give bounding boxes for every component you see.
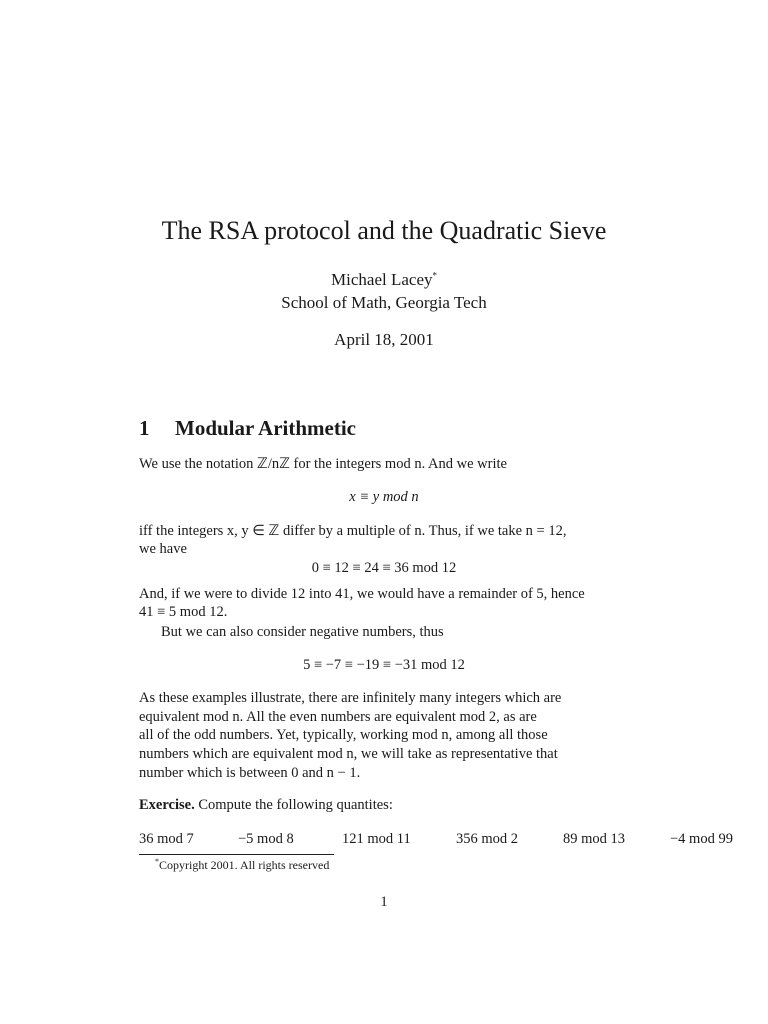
paragraph-negative: But we can also consider negative numbers, thus [161,624,444,640]
section-heading [139,416,356,441]
equation-congruence: x ≡ y mod n [349,489,419,505]
paragraph-examples-line2: equivalent mod n. All the even numbers are equivalent mod 2, as are [139,709,537,725]
exercise-label: Exercise. [139,797,195,813]
paragraph-definition-line2: we have [139,541,187,557]
exercise-item-4: 356 mod 2 [456,831,519,847]
exercise-text: Compute the following quantites: [198,797,393,813]
footnote-text: Copyright 2001. All rights reserved [159,858,330,872]
page-number: 1 [380,894,388,910]
paragraph-examples-line5: number which is between 0 and n − 1. [139,765,361,781]
paragraph-definition-line1: iff the integers x, y ∈ ℤ differ by a multiple of n. Thus, if we take n = 12, [139,523,567,539]
affiliation: School of Math, Georgia Tech [281,293,487,312]
exercise-item-1: 36 mod 7 [139,831,194,847]
footnote-mark: * [155,857,159,866]
paragraph-remainder-line1: And, if we were to divide 12 into 41, we would have a remainder of 5, hence [139,586,585,602]
footnote [155,857,329,873]
author-line [0,270,768,290]
exercise-item-5: 89 mod 13 [563,831,626,847]
paragraph-remainder-line2: 41 ≡ 5 mod 12. [139,604,228,620]
section-number: 1 [139,416,150,440]
equation-mod12-positive: 0 ≡ 12 ≡ 24 ≡ 36 mod 12 [311,560,457,576]
exercise-line [139,797,393,814]
paragraph-examples-line4: numbers which are equivalent mod n, we will take as representative that [139,746,558,762]
exercise-item-6: −4 mod 99 [670,831,733,847]
section-title: Modular Arithmetic [175,416,357,440]
author-name: Michael Lacey [331,270,433,289]
footnote-rule [139,854,334,855]
paragraph-examples-line1: As these examples illustrate, there are infinitely many integers which are [139,690,562,706]
paper-title: The RSA protocol and the Quadratic Sieve [161,216,607,245]
equation-mod12-negative: 5 ≡ −7 ≡ −19 ≡ −31 mod 12 [303,657,465,673]
author-footnote-mark: * [432,270,437,281]
exercise-item-3: 121 mod 11 [342,831,411,847]
paragraph-notation: We use the notation ℤ/nℤ for the integers mod n. And we write [139,456,507,472]
paragraph-examples-line3: all of the odd numbers. Yet, typically, working mod n, among all those [139,727,548,743]
exercise-item-2: −5 mod 8 [238,831,294,847]
paper-date: April 18, 2001 [334,330,434,349]
